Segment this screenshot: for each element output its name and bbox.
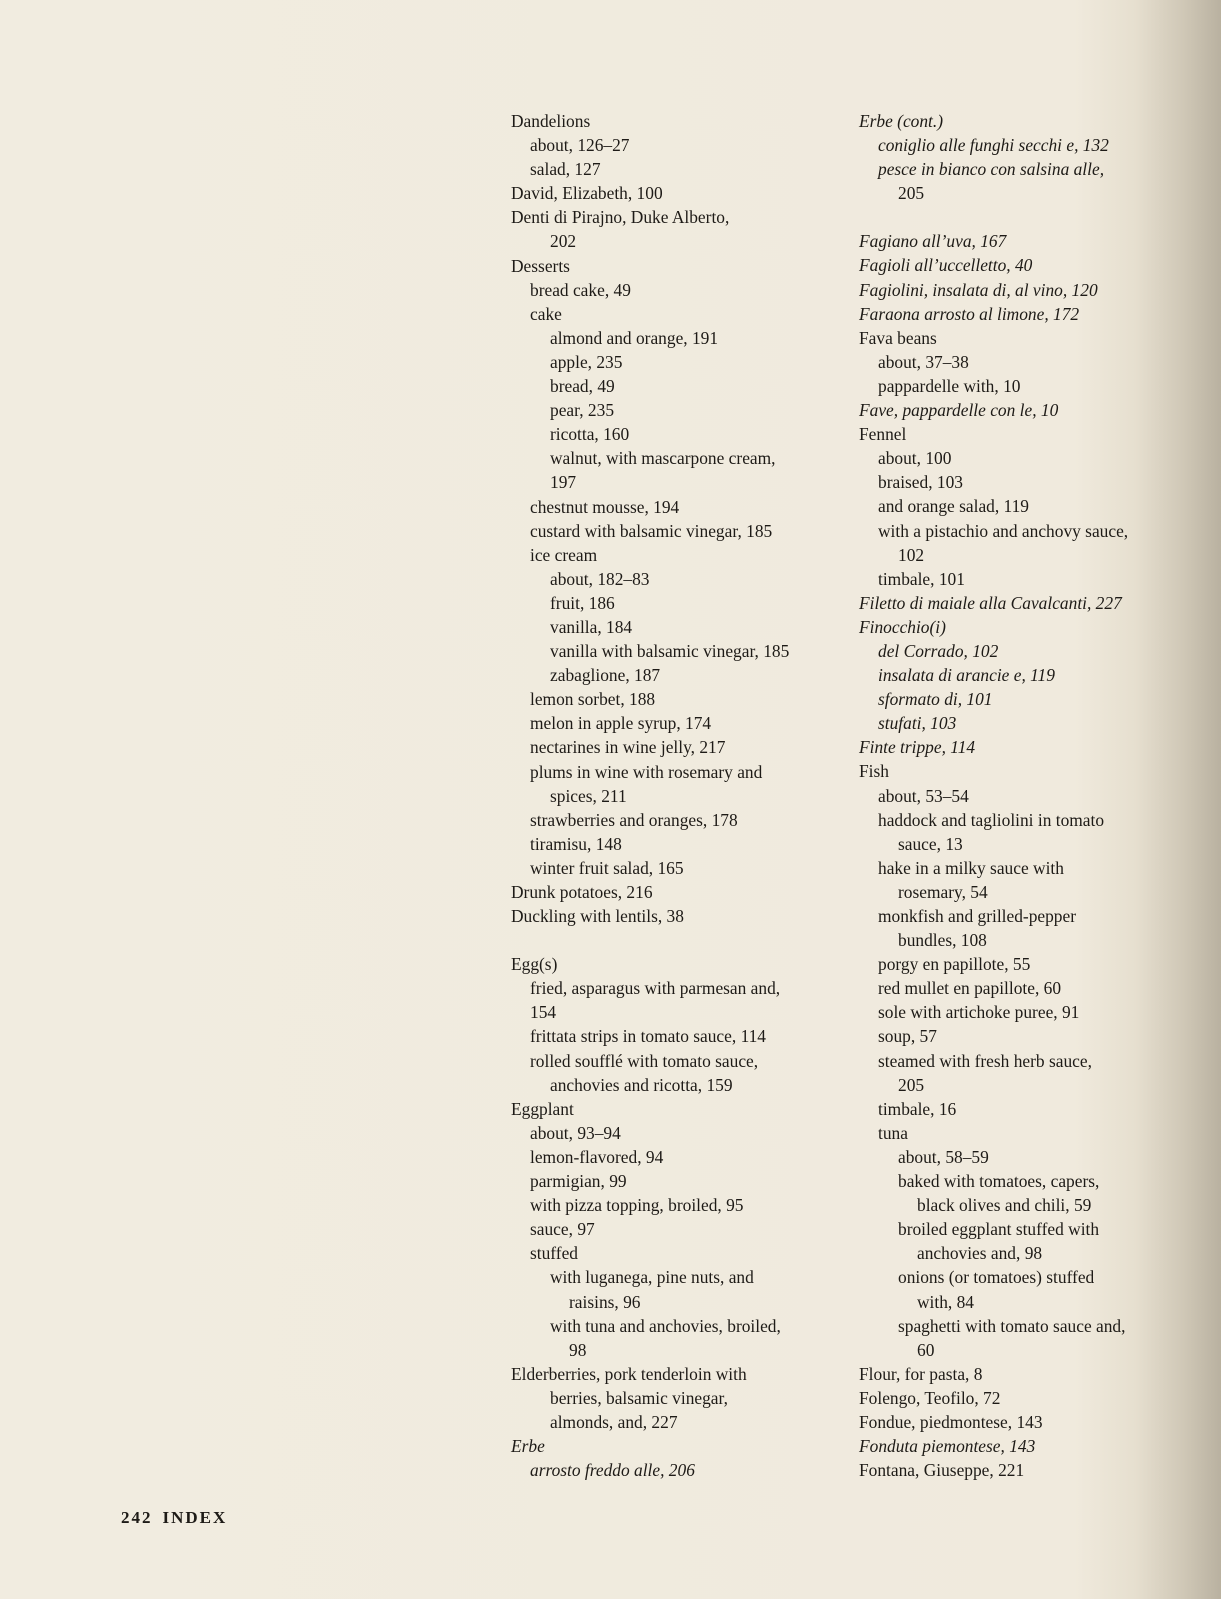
index-entry: Fave, pappardelle con le, 10 [859, 400, 1059, 421]
index-entry: lemon sorbet, 188 [530, 689, 656, 710]
index-entry: stufati, 103 [878, 713, 957, 734]
index-entry: pesce in bianco con salsina alle, [878, 159, 1105, 180]
index-entry: fried, asparagus with parmesan and, [530, 978, 781, 999]
index-entry: almonds, and, 227 [550, 1411, 678, 1432]
index-entry: Fagioli all’uccelletto, 40 [859, 255, 1033, 276]
index-entry: braised, 103 [878, 472, 964, 493]
index-entry: haddock and tagliolini in tomato [878, 809, 1105, 830]
index-entry: porgy en papillote, 55 [878, 954, 1031, 975]
index-entry: 202 [550, 231, 577, 252]
index-entry: Egg(s) [511, 954, 558, 975]
index-entry: timbale, 16 [878, 1098, 957, 1119]
index-entry: apple, 235 [550, 351, 623, 372]
index-entry: almond and orange, 191 [550, 327, 719, 348]
index-entry: Erbe [511, 1436, 545, 1457]
index-entry: raisins, 96 [569, 1291, 641, 1312]
index-entry: Fontana, Giuseppe, 221 [859, 1460, 1025, 1481]
index-entry: with pizza topping, broiled, 95 [530, 1195, 744, 1216]
index-entry: spices, 211 [550, 785, 627, 806]
index-entry: pear, 235 [550, 400, 615, 421]
index-entry: chestnut mousse, 194 [530, 496, 680, 517]
index-entry: about, 182–83 [550, 568, 650, 589]
index-entry: rosemary, 54 [898, 881, 988, 902]
index-entry: Folengo, Teofilo, 72 [859, 1387, 1001, 1408]
index-entry: bread cake, 49 [530, 279, 631, 300]
index-entry: ice cream [530, 544, 598, 565]
index-entry: vanilla with balsamic vinegar, 185 [550, 641, 790, 662]
index-entry: about, 37–38 [878, 351, 969, 372]
index-entry: Eggplant [511, 1098, 574, 1119]
index-entry: about, 53–54 [878, 785, 969, 806]
index-entry: black olives and chili, 59 [917, 1195, 1092, 1216]
index-entry: custard with balsamic vinegar, 185 [530, 520, 773, 541]
index-entry: Drunk potatoes, 216 [511, 882, 653, 902]
index-entry: fruit, 186 [550, 592, 615, 613]
index-entry: Duckling with lentils, 38 [511, 906, 684, 927]
index-entry: soup, 57 [878, 1026, 937, 1047]
index-entry: coniglio alle funghi secchi e, 132 [878, 135, 1109, 156]
page-number: 242 [121, 1508, 153, 1527]
index-entry: 154 [530, 1002, 557, 1023]
index-entry: winter fruit salad, 165 [530, 857, 684, 878]
index-entry: with, 84 [917, 1291, 975, 1312]
index-entry: zabaglione, 187 [550, 665, 661, 686]
index-entry: onions (or tomatoes) stuffed [898, 1267, 1095, 1288]
index-entry: bread, 49 [550, 376, 615, 397]
index-entry: salad, 127 [530, 159, 601, 180]
index-entry: monkfish and grilled-pepper [878, 906, 1077, 926]
index-entry: pappardelle with, 10 [878, 375, 1021, 396]
index-entry: David, Elizabeth, 100 [511, 183, 663, 204]
index-entry: spaghetti with tomato sauce and, [898, 1315, 1126, 1336]
index-entry: arrosto freddo alle, 206 [530, 1460, 695, 1481]
index-entry: berries, balsamic vinegar, [550, 1387, 728, 1408]
index-column-left [511, 109, 841, 1482]
index-entry: vanilla, 184 [550, 616, 633, 637]
index-entry: baked with tomatoes, capers, [898, 1171, 1100, 1192]
index-entry: tuna [878, 1122, 908, 1143]
index-entry: Fava beans [859, 327, 937, 348]
index-entry: stuffed [530, 1243, 578, 1264]
index-entry: steamed with fresh herb sauce, [878, 1050, 1092, 1071]
index-entry: Fagiano all’uva, 167 [859, 231, 1007, 252]
index-entry: plums in wine with rosemary and [530, 761, 763, 782]
index-entry: Fonduta piemontese, 143 [859, 1436, 1036, 1457]
index-entry: bundles, 108 [898, 930, 987, 951]
index-entry: anchovies and ricotta, 159 [550, 1074, 733, 1095]
index-entry: hake in a milky sauce with [878, 857, 1064, 878]
index-entry: sauce, 13 [898, 833, 963, 854]
index-entry: melon in apple syrup, 174 [530, 713, 712, 734]
index-entry: with luganega, pine nuts, and [550, 1267, 754, 1288]
index-entry: 60 [917, 1339, 935, 1360]
index-column-right [859, 109, 1159, 1482]
index-entry: rolled soufflé with tomato sauce, [530, 1050, 759, 1071]
index-entry: Fondue, piedmontese, 143 [859, 1411, 1043, 1432]
index-entry: Fagiolini, insalata di, al vino, 120 [859, 279, 1098, 300]
index-entry: 205 [898, 183, 925, 204]
index-entry: frittata strips in tomato sauce, 114 [530, 1026, 767, 1047]
index-entry: red mullet en papillote, 60 [878, 978, 1062, 999]
index-entry: timbale, 101 [878, 568, 965, 589]
index-entry: Flour, for pasta, 8 [859, 1363, 983, 1384]
index-entry: Finocchio(i) [859, 616, 946, 637]
index-entry: 205 [898, 1074, 925, 1095]
index-entry: Elderberries, pork tenderloin with [511, 1363, 747, 1384]
index-entry: Desserts [511, 255, 570, 276]
index-entry: del Corrado, 102 [878, 640, 999, 661]
index-entry: about, 93–94 [530, 1122, 621, 1143]
index-entry: and orange salad, 119 [878, 496, 1029, 517]
index-entry: anchovies and, 98 [917, 1243, 1043, 1264]
index-entry: 197 [550, 472, 577, 493]
index-entry: sformato di, 101 [878, 689, 993, 710]
index-entry: sauce, 97 [530, 1219, 595, 1240]
section-title: INDEX [162, 1508, 228, 1527]
index-entry: 102 [898, 544, 925, 565]
index-entry: Filetto di maiale alla Cavalcanti, 227 [859, 592, 1122, 613]
index-entry: with tuna and anchovies, broiled, [550, 1315, 781, 1336]
index-entry: parmigian, 99 [530, 1171, 627, 1192]
index-entry: about, 100 [878, 448, 952, 469]
index-entry: sole with artichoke puree, 91 [878, 1002, 1080, 1023]
index-entry: Denti di Pirajno, Duke Alberto, [511, 207, 730, 228]
index-entry: Fennel [859, 424, 907, 445]
index-entry: strawberries and oranges, 178 [530, 809, 738, 830]
index-entry: about, 126–27 [530, 135, 630, 156]
index-entry: Fish [859, 761, 889, 782]
index-entry: 98 [569, 1339, 587, 1360]
index-entry: about, 58–59 [898, 1146, 989, 1167]
index-entry: Dandelions [511, 111, 591, 131]
index-entry: walnut, with mascarpone cream, [550, 448, 776, 469]
index-entry: Erbe (cont.) [859, 111, 944, 131]
index-entry: broiled eggplant stuffed with [898, 1219, 1100, 1240]
index-entry: nectarines in wine jelly, 217 [530, 737, 726, 758]
index-entry: lemon-flavored, 94 [530, 1146, 664, 1167]
index-entry: with a pistachio and anchovy sauce, [878, 520, 1129, 541]
index-entry: Finte trippe, 114 [859, 737, 976, 758]
page-footer [121, 1508, 227, 1528]
index-entry: Faraona arrosto al limone, 172 [859, 303, 1080, 324]
index-entry: insalata di arancie e, 119 [878, 665, 1055, 686]
index-entry: tiramisu, 148 [530, 833, 622, 854]
index-entry: cake [530, 303, 562, 324]
index-entry: ricotta, 160 [550, 424, 630, 445]
